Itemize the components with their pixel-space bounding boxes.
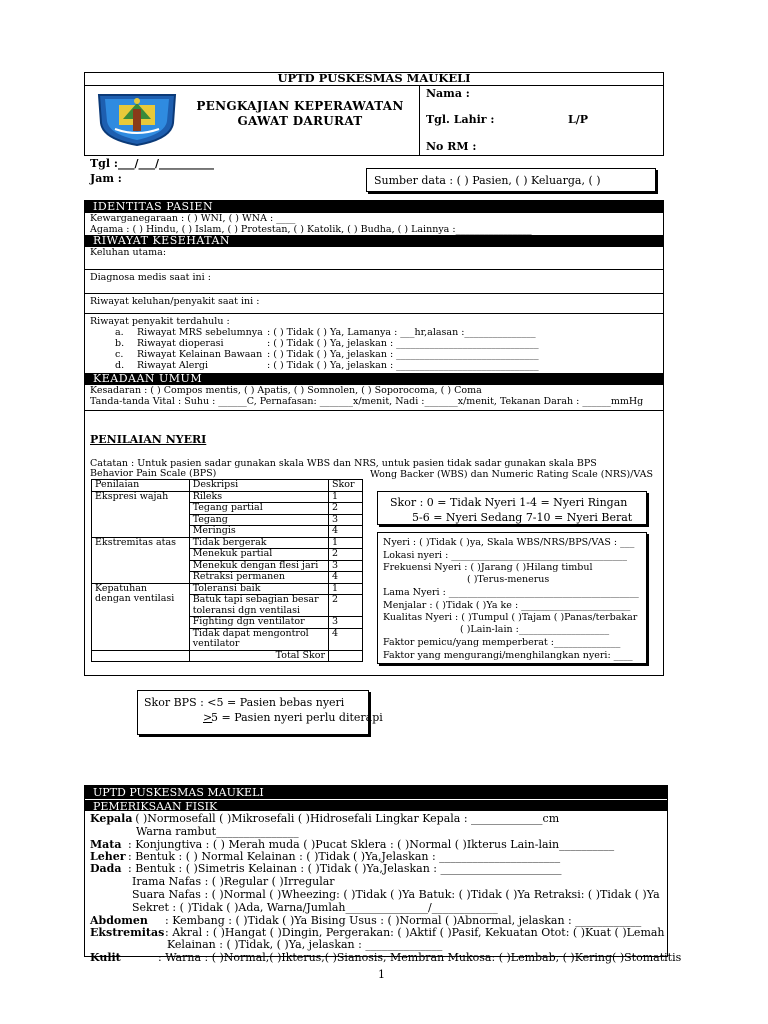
mata-label: Mata [90, 838, 122, 851]
agama-field[interactable]: Agama : ( ) Hindu, ( ) Islam, ( ) Protestan, ( ) Katolik, ( ) Budha, ( ) Lainnya :________________ [90, 224, 532, 235]
score-cell: 1 [329, 583, 363, 595]
jam-field[interactable]: Jam : [90, 172, 122, 185]
lp-label: L/P [568, 113, 589, 126]
riwayat-item-a-label: Riwayat MRS sebelumnya [137, 327, 263, 338]
bps-score-line1: Skor BPS : <5 = Pasien bebas nyeri [144, 696, 345, 709]
table-header-cell: Skor [329, 480, 363, 492]
group-label: Kepatuhan dengan ventilasi [92, 583, 190, 650]
dada-label: Dada [90, 862, 122, 875]
score-cell: 4 [329, 526, 363, 538]
nrs-score-line1: Skor : 0 = Tidak Nyeri 1-4 = Nyeri Ringan [390, 496, 628, 509]
riwayat-keluhan-field[interactable]: Riwayat keluhan/penyakit saat ini : [90, 296, 260, 307]
irama-nafas-field[interactable]: Irama Nafas : ( )Regular ( )Irregular [132, 875, 335, 888]
leher-field[interactable]: : Bentuk : ( ) Normal Kelainan : ( )Tidak ( )Ya,Jelaskan : ______________________ [128, 850, 561, 863]
desc-cell: Tidak bergerak [189, 537, 328, 549]
riwayat-item-a-field[interactable]: : ( ) Tidak ( ) Ya, Lamanya : ___hr,alasan :_______________ [267, 327, 536, 338]
ekstremitas-label: Ekstremitas [90, 926, 165, 939]
score-cell: 2 [329, 595, 363, 617]
table-row [92, 537, 363, 549]
desc-cell: Menekuk partial [189, 549, 328, 561]
desc-cell: Rileks [189, 491, 328, 503]
desc-cell: Retraksi permanen [189, 572, 328, 584]
desc-cell: Tidak dapat mengontrol ventilator [189, 628, 328, 650]
ekstremitas-field[interactable]: : Akral : ( )Hangat ( )Dingin, Pergerakan: ( )Aktif ( )Pasif, Kekuatan Otot: ( )Kuat ( )Lemah [165, 926, 665, 939]
faktor-pemicu-field[interactable]: Faktor pemicu/yang memperberat :______________ [383, 637, 621, 648]
desc-cell: Fighting dgn ventilator [189, 617, 328, 629]
riwayat-item-b-label: Riwayat dioperasi [137, 338, 224, 349]
table-row [92, 583, 363, 595]
mata-field[interactable]: : Konjungtiva : ( ) Merah muda ( )Pucat Sklera : ( )Normal ( )Ikterus Lain-lain__________ [128, 838, 615, 851]
nama-label: Nama : [426, 87, 470, 100]
score-cell: 2 [329, 549, 363, 561]
form-title-line1: PENGKAJIAN KEPERAWATAN [196, 99, 404, 113]
puskesmas-logo [93, 89, 181, 147]
score-cell: 1 [329, 491, 363, 503]
riwayat-item-c-label: Riwayat Kelainan Bawaan [137, 349, 263, 360]
table-header-cell: Penilaian [92, 480, 190, 492]
score-cell: 3 [329, 617, 363, 629]
no-rm-label: No RM : [426, 140, 477, 153]
pemeriksaan-fisik-bar: PEMERIKSAAN FISIK [85, 799, 667, 811]
menjalar-field[interactable]: Menjalar : ( )Tidak ( )Ya ke : _______________________ [383, 600, 631, 611]
faktor-mengurangi-field[interactable]: Faktor yang mengurangi/menghilangkan nyeri: ____ [383, 650, 633, 661]
kesadaran-field[interactable]: Kesadaran : ( ) Compos mentis, ( ) Apatis, ( ) Somnolen, ( ) Soporocoma, ( ) Coma [90, 385, 482, 396]
riwayat-item-c-field[interactable]: : ( ) Tidak ( ) Ya, jelaskan : ______________________________ [267, 349, 539, 360]
lokasi-nyeri-field[interactable]: Lokasi nyeri : _____________________________________ [383, 550, 628, 561]
desc-cell: Tegang [189, 514, 328, 526]
score-cell: 1 [329, 537, 363, 549]
desc-cell: Tegang partial [189, 503, 328, 515]
total-skor-cell[interactable] [329, 650, 363, 662]
kulit-field[interactable]: : Warna : ( )Normal,( )Ikterus,( )Sianosis, Membran Mukosa: ( )Lembab, ( )Kering( )Stomatitis [158, 951, 682, 964]
riwayat-item-a-num: a. [115, 327, 124, 338]
frekuensi-nyeri-field[interactable]: Frekuensi Nyeri : ( )Jarang ( )Hilang timbul [383, 562, 593, 573]
score-cell: 4 [329, 628, 363, 650]
lama-nyeri-field[interactable]: Lama Nyeri : ________________________________________ [383, 587, 639, 598]
frekuensi-nyeri-field-2[interactable]: ( )Terus-menerus [467, 574, 550, 585]
group-label: Ekstremitas atas [92, 537, 190, 583]
desc-cell: Meringis [189, 526, 328, 538]
score-cell: 2 [329, 503, 363, 515]
desc-cell: Menekuk dengan flesi jari [189, 560, 328, 572]
keadaan-bar: KEADAAN UMUM [85, 373, 663, 385]
desc-cell: Batuk tapi sebagian besar toleransi dgn ventilasi [189, 595, 328, 617]
total-skor-label: Total Skor [189, 650, 328, 662]
kepala-label: Kepala [90, 812, 133, 825]
penilaian-nyeri-title: PENILAIAN NYERI [90, 433, 207, 446]
riwayat-item-d-num: d. [115, 360, 125, 371]
kulit-label: Kulit [90, 951, 121, 964]
sekret-field[interactable]: Sekret : ( )Tidak ( )Ada, Warna/Jumlah_______________/____________ [132, 901, 498, 914]
leher-label: Leher [90, 850, 126, 863]
table-row [92, 491, 363, 503]
table-row [92, 480, 363, 492]
dada-field[interactable]: : Bentuk : ( )Simetris Kelainan : ( )Tidak ( )Ya,Jelaskan : ______________________ [128, 862, 562, 875]
suara-nafas-field[interactable]: Suara Nafas : ( )Normal ( )Wheezing: ( )Tidak ( )Ya Batuk: ( )Tidak ( )Ya Retraksi: ( )Tidak ( )Ya [132, 888, 660, 901]
ekstremitas-kelainan-field[interactable]: Kelainan : ( )Tidak, ( )Ya, jelaskan : ______________ [167, 938, 443, 951]
catatan-line1: Catatan : Untuk pasien sadar gunakan skala WBS dan NRS, untuk pasien tidak sadar gunakan skala BPS [90, 458, 597, 469]
riwayat-bar: RIWAYAT KESEHATAN [85, 235, 663, 247]
riwayat-item-b-num: b. [115, 338, 125, 349]
warna-rambut-field[interactable]: Warna rambut_______________ [136, 825, 299, 838]
nyeri-status-field[interactable]: Nyeri : ( )Tidak ( )ya, Skala WBS/NRS/BPS/VAS : ___ [383, 537, 635, 548]
tgl-lahir-label: Tgl. Lahir : [426, 113, 495, 126]
nrs-score-line2: 5-6 = Nyeri Sedang 7-10 = Nyeri Berat [412, 511, 633, 524]
desc-cell: Toleransi baik [189, 583, 328, 595]
riwayat-item-d-field[interactable]: : ( ) Tidak ( ) Ya, jelaskan : ______________________________ [267, 360, 539, 371]
keluhan-utama-field[interactable]: Keluhan utama: [90, 247, 167, 258]
bps-score-line2: 5 = Pasien nyeri perlu diterapi [211, 711, 383, 724]
form-title-line2: GAWAT DARURAT [237, 114, 363, 128]
catatan-wbs: Wong Backer (WBS) dan Numeric Rating Scale (NRS)/VAS [370, 469, 653, 480]
abdomen-field[interactable]: : Kembang : ( )Tidak ( )Ya Bising Usus : ( )Normal ( )Abnormal, jelaskan : ____________ [165, 914, 642, 927]
table-header-cell: Deskripsi [189, 480, 328, 492]
bps-table [91, 479, 363, 662]
riwayat-item-b-field[interactable]: : ( ) Tidak ( ) Ya, jelaskan : ______________________________ [267, 338, 539, 349]
abdomen-label: Abdomen [90, 914, 148, 927]
tgl-field[interactable]: Tgl :___/___/__________ [90, 157, 214, 170]
kualitas-nyeri-field[interactable]: Kualitas Nyeri : ( )Tumpul ( )Tajam ( )Panas/terbakar [383, 612, 638, 623]
sumber-data-field[interactable]: Sumber data : ( ) Pasien, ( ) Keluarga, ( ) [374, 174, 601, 187]
page2-org-bar: UPTD PUSKESMAS MAUKELI [85, 786, 667, 799]
kewarganegaraan-field[interactable]: Kewarganegaraan : ( ) WNI, ( ) WNA : ____ [90, 213, 296, 224]
diagnosa-medis-field[interactable]: Diagnosa medis saat ini : [90, 272, 211, 283]
org-name: UPTD PUSKESMAS MAUKELI [277, 71, 471, 85]
score-cell: 4 [329, 572, 363, 584]
table-row [92, 650, 363, 662]
bps-score-line2-prefix: > [203, 711, 213, 724]
score-cell: 3 [329, 514, 363, 526]
catatan-bps: Behavior Pain Scale (BPS) [90, 468, 217, 479]
riwayat-terdahulu-title: Riwayat penyakit terdahulu : [90, 316, 230, 327]
group-label: Ekspresi wajah [92, 491, 190, 537]
riwayat-item-d-label: Riwayat Alergi [137, 360, 209, 371]
identitas-bar: IDENTITAS PASIEN [85, 201, 663, 213]
score-cell: 3 [329, 560, 363, 572]
page-number: 1 [378, 968, 385, 981]
kepala-field[interactable]: : ( )Normosefall ( )Mikrosefali ( )Hidrosefali Lingkar Kepala : _____________cm [128, 812, 560, 825]
riwayat-item-c-num: c. [115, 349, 124, 360]
bps-table-wrap [91, 479, 363, 662]
ttv-field[interactable]: Tanda-tanda Vital : Suhu : ______C, Pernafasan: _______x/menit, Nadi :_______x/menit, Tekanan Darah : ______mmHg [90, 396, 644, 407]
kualitas-lain-field[interactable]: ( )Lain-lain :___________________ [460, 624, 610, 635]
